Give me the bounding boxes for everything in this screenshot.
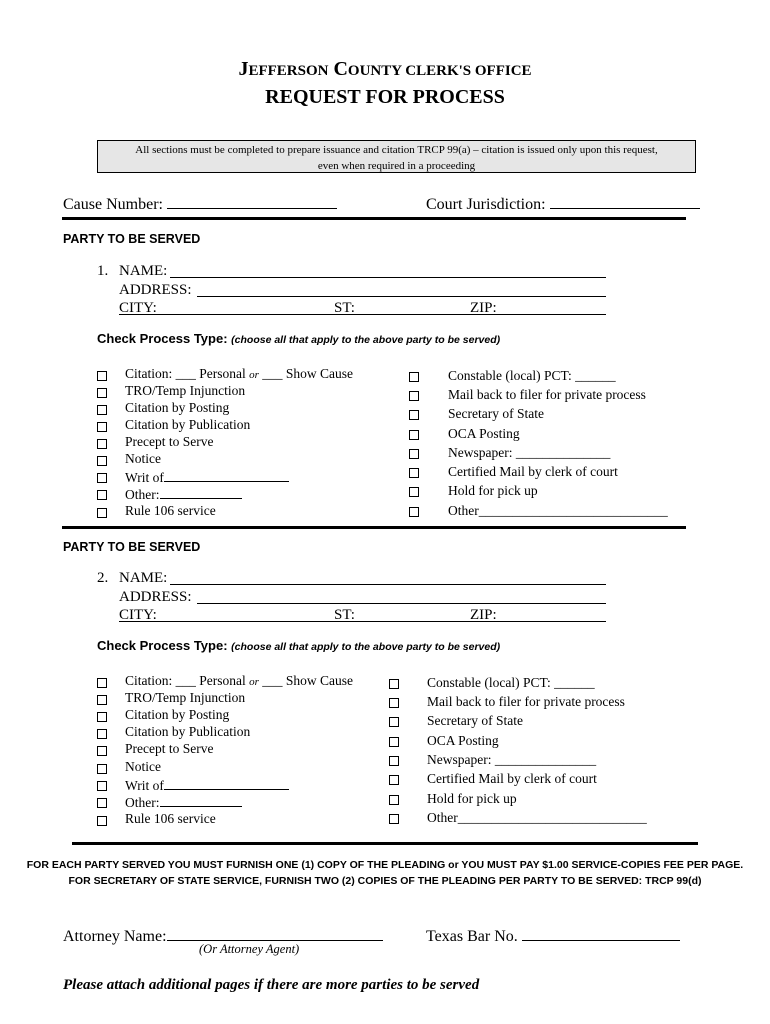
party-1-checkbox-secretary[interactable] xyxy=(409,406,419,424)
party-2-option-other: Other: xyxy=(125,792,242,811)
party-1-option-precept: Precept to Serve xyxy=(125,434,214,449)
court-jurisdiction-input[interactable] xyxy=(550,193,700,209)
attorney-agent-note: (Or Attorney Agent) xyxy=(199,942,300,956)
party-2-option-secretary: Secretary of State xyxy=(427,713,523,728)
cause-number-field[interactable] xyxy=(63,193,337,214)
party-2-option-hold: Hold for pick up xyxy=(427,791,517,806)
party-1-option-certified-mail: Certified Mail by clerk of court xyxy=(448,464,618,479)
party-1-checkbox-citation[interactable] xyxy=(97,367,107,385)
party-2-option-rule106: Rule 106 service xyxy=(125,811,216,826)
party-1-option-mail-back: Mail back to filer for private process xyxy=(448,387,646,402)
texas-bar-label: Texas Bar No. xyxy=(426,928,518,945)
divider xyxy=(72,842,698,845)
party-1-number: 1. xyxy=(97,263,109,279)
party-1-checkbox-other[interactable] xyxy=(97,486,107,504)
party-1-option-other: Other: xyxy=(125,484,242,503)
divider xyxy=(62,526,686,529)
party-2-option-writ: Writ of xyxy=(125,775,289,794)
party-2-option-publication: Citation by Publication xyxy=(125,724,251,739)
party-2-city-label: CITY: xyxy=(119,607,157,623)
party-1-name-label: NAME: xyxy=(119,263,168,279)
party-1-city-st-zip-input[interactable] xyxy=(119,314,606,315)
copy-fee-notice: FOR EACH PARTY SERVED YOU MUST FURNISH ONE (1) COPY OF THE PLEADING or YOU MUST PAY $1.00 SERVICE-COPIES FEE PER PAGE. FOR SECRETARY OF STATE SERVICE, FURNISH TWO (2) COPIES OF THE PLEADING PER PARTY TO BE SERVED: TRCP 99(d) xyxy=(26,859,744,887)
party-1-checkbox-rule106[interactable] xyxy=(97,504,107,522)
party-2-checkbox-publication[interactable] xyxy=(97,725,107,743)
cause-number-label: Cause Number: xyxy=(63,196,163,213)
party-2-checkbox-posting[interactable] xyxy=(97,708,107,726)
party-1-option-notice: Notice xyxy=(125,451,161,466)
party-2-checkbox-citation[interactable] xyxy=(97,674,107,692)
party-1-checkbox-oca[interactable] xyxy=(409,426,419,444)
party-1-checkbox-certified-mail[interactable] xyxy=(409,464,419,482)
party-2-checkbox-tro[interactable] xyxy=(97,691,107,709)
party-2-option-oca: OCA Posting xyxy=(427,733,499,748)
divider xyxy=(62,217,686,220)
party-1-checkbox-notice[interactable] xyxy=(97,452,107,470)
party-1-option-newspaper: Newspaper: ______________ xyxy=(448,445,611,460)
party-2-option-tro: TRO/Temp Injunction xyxy=(125,690,246,705)
cause-number-input[interactable] xyxy=(167,193,337,209)
party-1-option-oca: OCA Posting xyxy=(448,426,520,441)
party-2-zip-label: ZIP: xyxy=(470,607,497,623)
party-2-name-label: NAME: xyxy=(119,570,168,586)
additional-pages-note: Please attach additional pages if there are more parties to be served xyxy=(63,977,480,993)
party-2-check-process-title: Check Process Type: (choose all that apply to the above party to be served) xyxy=(97,638,501,653)
attorney-name-label: Attorney Name: xyxy=(63,928,167,945)
party-2-checkbox-notice[interactable] xyxy=(97,760,107,778)
party-2-option-notice: Notice xyxy=(125,759,161,774)
party-2-option-citation: Citation: ___ Personal or ___ Show Cause xyxy=(125,673,354,688)
party-1-checkbox-precept[interactable] xyxy=(97,435,107,453)
party-2-address-label: ADDRESS: xyxy=(119,589,192,605)
party-2-checkbox-rule106[interactable] xyxy=(97,812,107,830)
party-2-option-precept: Precept to Serve xyxy=(125,741,214,756)
party-1-checkbox-posting[interactable] xyxy=(97,401,107,419)
party-2-checkbox-mail-back[interactable] xyxy=(389,694,399,712)
party-2-checkbox-oca[interactable] xyxy=(389,733,399,751)
party-1-option-constable: Constable (local) PCT: ______ xyxy=(448,368,616,383)
court-jurisdiction-field[interactable] xyxy=(426,193,700,214)
party-2-option-constable: Constable (local) PCT: ______ xyxy=(427,675,595,690)
party-1-check-process-title: Check Process Type: (choose all that apply to the above party to be served) xyxy=(97,331,501,346)
party-2-option-newspaper: Newspaper: _______________ xyxy=(427,752,597,767)
party-1-address-label: ADDRESS: xyxy=(119,282,192,298)
party-2-checkbox-other-right[interactable] xyxy=(389,810,399,828)
party-1-checkbox-hold[interactable] xyxy=(409,483,419,501)
party-1-checkbox-writ[interactable] xyxy=(97,469,107,487)
party-1-option-publication: Citation by Publication xyxy=(125,417,251,432)
party-2-section-title: PARTY TO BE SERVED xyxy=(63,540,201,554)
party-2-address-input[interactable] xyxy=(197,603,606,604)
party-2-checkbox-hold[interactable] xyxy=(389,791,399,809)
party-2-checkbox-newspaper[interactable] xyxy=(389,752,399,770)
court-jurisdiction-label: Court Jurisdiction: xyxy=(426,196,546,213)
party-2-number: 2. xyxy=(97,570,109,586)
party-1-name-input[interactable] xyxy=(170,277,606,278)
party-1-section-title: PARTY TO BE SERVED xyxy=(63,232,201,246)
party-1-st-label: ST: xyxy=(334,300,355,316)
party-2-option-posting: Citation by Posting xyxy=(125,707,230,722)
party-1-option-writ: Writ of xyxy=(125,467,289,486)
party-2-st-label: ST: xyxy=(334,607,355,623)
party-1-option-posting: Citation by Posting xyxy=(125,400,230,415)
party-2-checkbox-constable[interactable] xyxy=(389,675,399,693)
texas-bar-input[interactable] xyxy=(522,925,680,941)
party-2-name-input[interactable] xyxy=(170,584,606,585)
party-1-option-hold: Hold for pick up xyxy=(448,483,538,498)
party-1-checkbox-publication[interactable] xyxy=(97,418,107,436)
party-1-option-citation: Citation: ___ Personal or ___ Show Cause xyxy=(125,366,354,381)
party-2-city-st-zip-input[interactable] xyxy=(119,621,606,622)
party-1-option-other-right: Other____________________________ xyxy=(448,503,668,518)
instruction-notice: All sections must be completed to prepare issuance and citation TRCP 99(a) – citation is issued only upon this request, even when required in a proceeding xyxy=(97,140,696,173)
party-2-option-other-right: Other____________________________ xyxy=(427,810,647,825)
party-1-checkbox-newspaper[interactable] xyxy=(409,445,419,463)
party-1-option-secretary: Secretary of State xyxy=(448,406,544,421)
party-1-checkbox-tro[interactable] xyxy=(97,384,107,402)
party-1-city-label: CITY: xyxy=(119,300,157,316)
party-1-checkbox-mail-back[interactable] xyxy=(409,387,419,405)
form-title: JEFFERSON COUNTY CLERK'S OFFICE xyxy=(238,58,532,80)
party-1-zip-label: ZIP: xyxy=(470,300,497,316)
party-1-address-input[interactable] xyxy=(197,296,606,297)
party-1-checkbox-other-right[interactable] xyxy=(409,503,419,521)
party-1-option-rule106: Rule 106 service xyxy=(125,503,216,518)
party-2-checkbox-secretary[interactable] xyxy=(389,713,399,731)
texas-bar-field[interactable] xyxy=(426,925,680,946)
party-2-checkbox-other[interactable] xyxy=(97,794,107,812)
party-1-checkbox-constable[interactable] xyxy=(409,368,419,386)
party-2-checkbox-certified-mail[interactable] xyxy=(389,771,399,789)
party-2-checkbox-precept[interactable] xyxy=(97,742,107,760)
party-2-option-mail-back: Mail back to filer for private process xyxy=(427,694,625,709)
party-2-checkbox-writ[interactable] xyxy=(97,777,107,795)
attorney-name-input[interactable] xyxy=(167,925,383,941)
party-1-option-tro: TRO/Temp Injunction xyxy=(125,383,246,398)
party-2-option-certified-mail: Certified Mail by clerk of court xyxy=(427,771,597,786)
form-subtitle: REQUEST FOR PROCESS xyxy=(265,86,505,108)
